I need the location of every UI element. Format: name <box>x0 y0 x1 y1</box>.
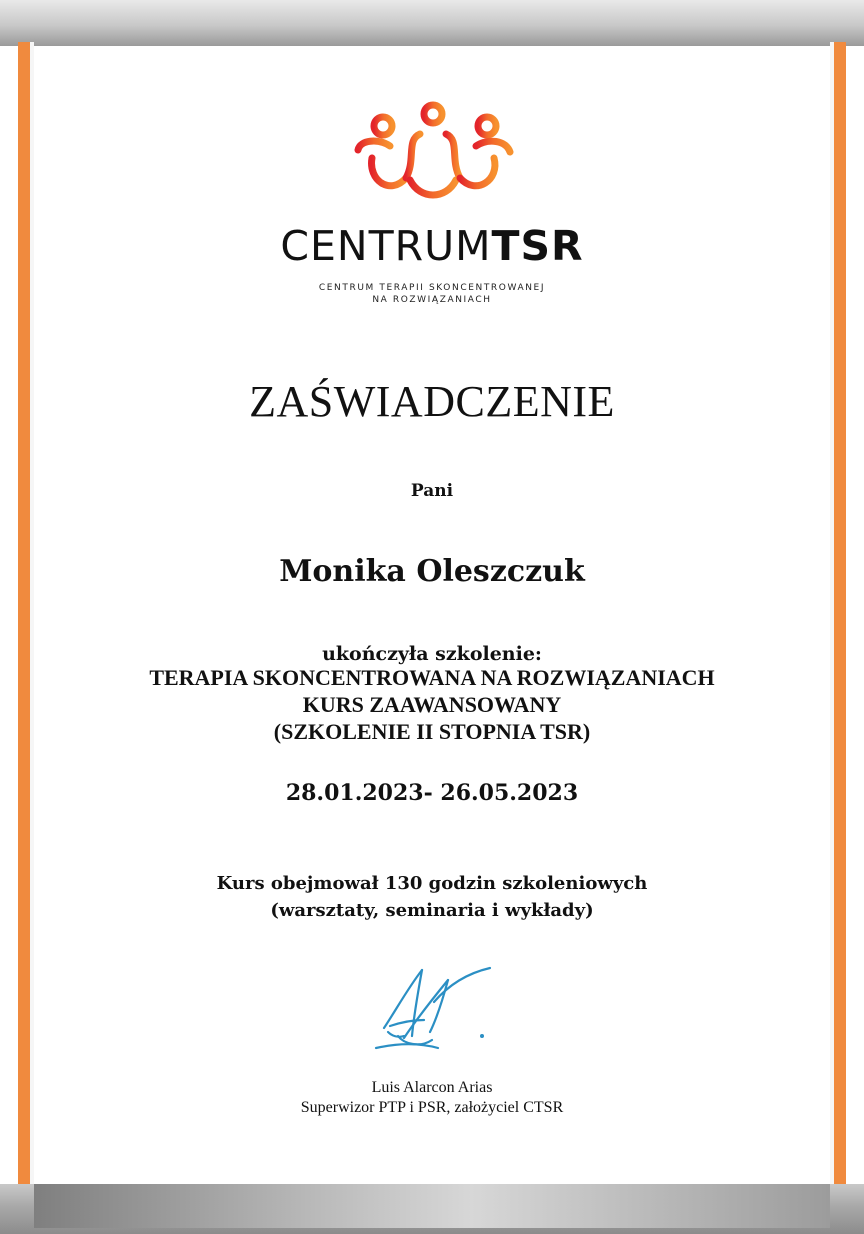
bottom-bar-highlight <box>34 1184 830 1228</box>
salutation: Pani <box>410 481 454 501</box>
course-degree-line: (SZKOLENIE II STOPNIA TSR) <box>273 719 591 744</box>
brand-name-bold: TSR <box>491 222 584 270</box>
course-date-range: 28.01.2023- 26.05.2023 <box>285 780 579 806</box>
course-level-line: KURS ZAAWANSOWANY <box>302 692 562 717</box>
completed-text: ukończyła szkolenie: <box>322 643 542 665</box>
recipient-name: Monika Oleszczuk <box>279 554 585 589</box>
bottom-frame-bar <box>0 1184 864 1234</box>
course-hours-line: Kurs obejmował 130 godzin szkoleniowych <box>216 873 648 894</box>
brand-tagline-line1: CENTRUM TERAPII SKONCENTROWANEJ <box>318 283 546 293</box>
brand-name <box>0 222 864 270</box>
brand-tagline-line2: NA ROZWIĄZANIACH <box>372 295 492 305</box>
signatory-name: Luis Alarcon Arias <box>371 1079 493 1096</box>
right-orange-rail <box>834 42 846 1192</box>
course-title-line: TERAPIA SKONCENTROWANA NA ROZWIĄZANIACH <box>149 665 715 690</box>
top-frame-bar <box>0 0 864 46</box>
left-rail-gap <box>30 42 34 1192</box>
signatory-role: Superwizor PTP i PSR, założyciel CTSR <box>300 1099 564 1116</box>
three-people-logo-icon <box>350 100 516 200</box>
right-rail-gap <box>830 42 834 1192</box>
handwritten-signature <box>364 962 500 1058</box>
brand-name-light: CENTRUM <box>280 222 492 270</box>
course-format-line: (warsztaty, seminaria i wykłady) <box>270 900 594 921</box>
certificate-title: ZAŚWIADCZENIE <box>249 377 615 426</box>
left-orange-rail <box>18 42 30 1192</box>
